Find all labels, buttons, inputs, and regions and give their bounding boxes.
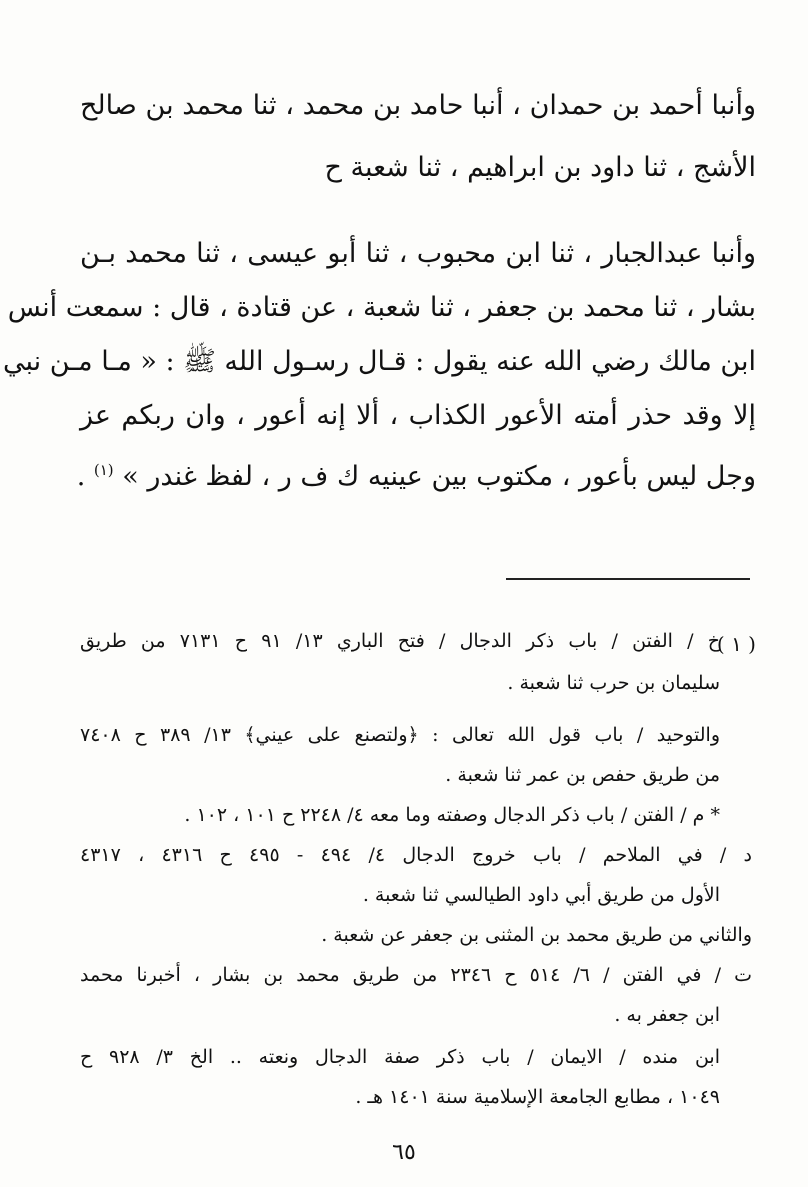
main-line-1: وأنبا أحمد بن حمدان ، أنبا حامد بن محمد ، ثنا محمد بن صالح — [80, 90, 756, 121]
footnote-line-4: من طريق حفص بن عمر ثنا شعبة . — [445, 764, 720, 786]
main-line-2: الأشج ، ثنا داود بن ابراهيم ، ثنا شعبة ح — [324, 152, 756, 183]
page-number: ٦٥ — [392, 1140, 416, 1165]
footnote-line-10: ابن جعفر به . — [614, 1004, 720, 1026]
main-line-4: بشار ، ثنا محمد بن جعفر ، ثنا شعبة ، عن قتادة ، قال : سمعت أنس — [7, 292, 756, 323]
footnote-number: ( ١ ) — [716, 632, 756, 656]
footnote-line-7: الأول من طريق أبي داود الطيالسي ثنا شعبة . — [362, 884, 720, 906]
main-line-7-text: وجل ليس بأعور ، مكتوب بين عينيه ك ف ر ، لفظ غندر » — [122, 461, 756, 492]
main-line-6: إلا وقد حذر أمته الأعور الكذاب ، ألا إنه أعور ، وان ربكم عز — [80, 400, 756, 431]
footnote-line-11: ابن منده / الايمان / باب ذكر صفة الدجال ونعته .. الخ ٣/ ٩٢٨ ح — [80, 1046, 720, 1068]
footnote-line-1: خ / الفتن / باب ذكر الدجال / فتح الباري ١٣/ ٩١ ح ٧١٣١ من طريق — [80, 630, 720, 652]
footnote-line-6: د / في الملاحم / باب خروج الدجال ٤/ ٤٩٤ - ٤٩٥ ح ٤٣١٦ ، ٤٣١٧ — [80, 844, 753, 866]
footnote-divider — [506, 578, 750, 580]
main-line-5: ابن مالك رضي الله عنه يقول : قـال رسـول الله ﷺ : « مـا مـن نبي — [2, 346, 756, 377]
footnote-line-12: ١٠٤٩ ، مطابع الجامعة الإسلامية سنة ١٤٠١ هـ . — [355, 1086, 720, 1108]
footnote-line-3: والتوحيد / باب قول الله تعالى : ﴿ولتصنع على عيني﴾ ١٣/ ٣٨٩ ح ٧٤٠٨ — [80, 724, 720, 746]
footnote-line-5: * م / الفتن / باب ذكر الدجال وصفته وما معه ٤/ ٢٢٤٨ ح ١٠١ ، ١٠٢ . — [184, 804, 720, 826]
end-period: . — [76, 461, 86, 492]
main-line-3: وأنبا عبدالجبار ، ثنا ابن محبوب ، ثنا أبو عيسى ، ثنا محمد بـن — [80, 238, 756, 269]
footnote-marker: (١) — [93, 461, 114, 479]
footnote-line-8: والثاني من طريق محمد بن المثنى بن جعفر عن شعبة . — [321, 924, 752, 946]
main-line-7 — [76, 450, 756, 494]
footnote-line-2: سليمان بن حرب ثنا شعبة . — [507, 672, 720, 694]
footnote-line-9: ت / في الفتن / ٦/ ٥١٤ ح ٢٣٤٦ من طريق محمد بن بشار ، أخبرنا محمد — [80, 964, 752, 986]
